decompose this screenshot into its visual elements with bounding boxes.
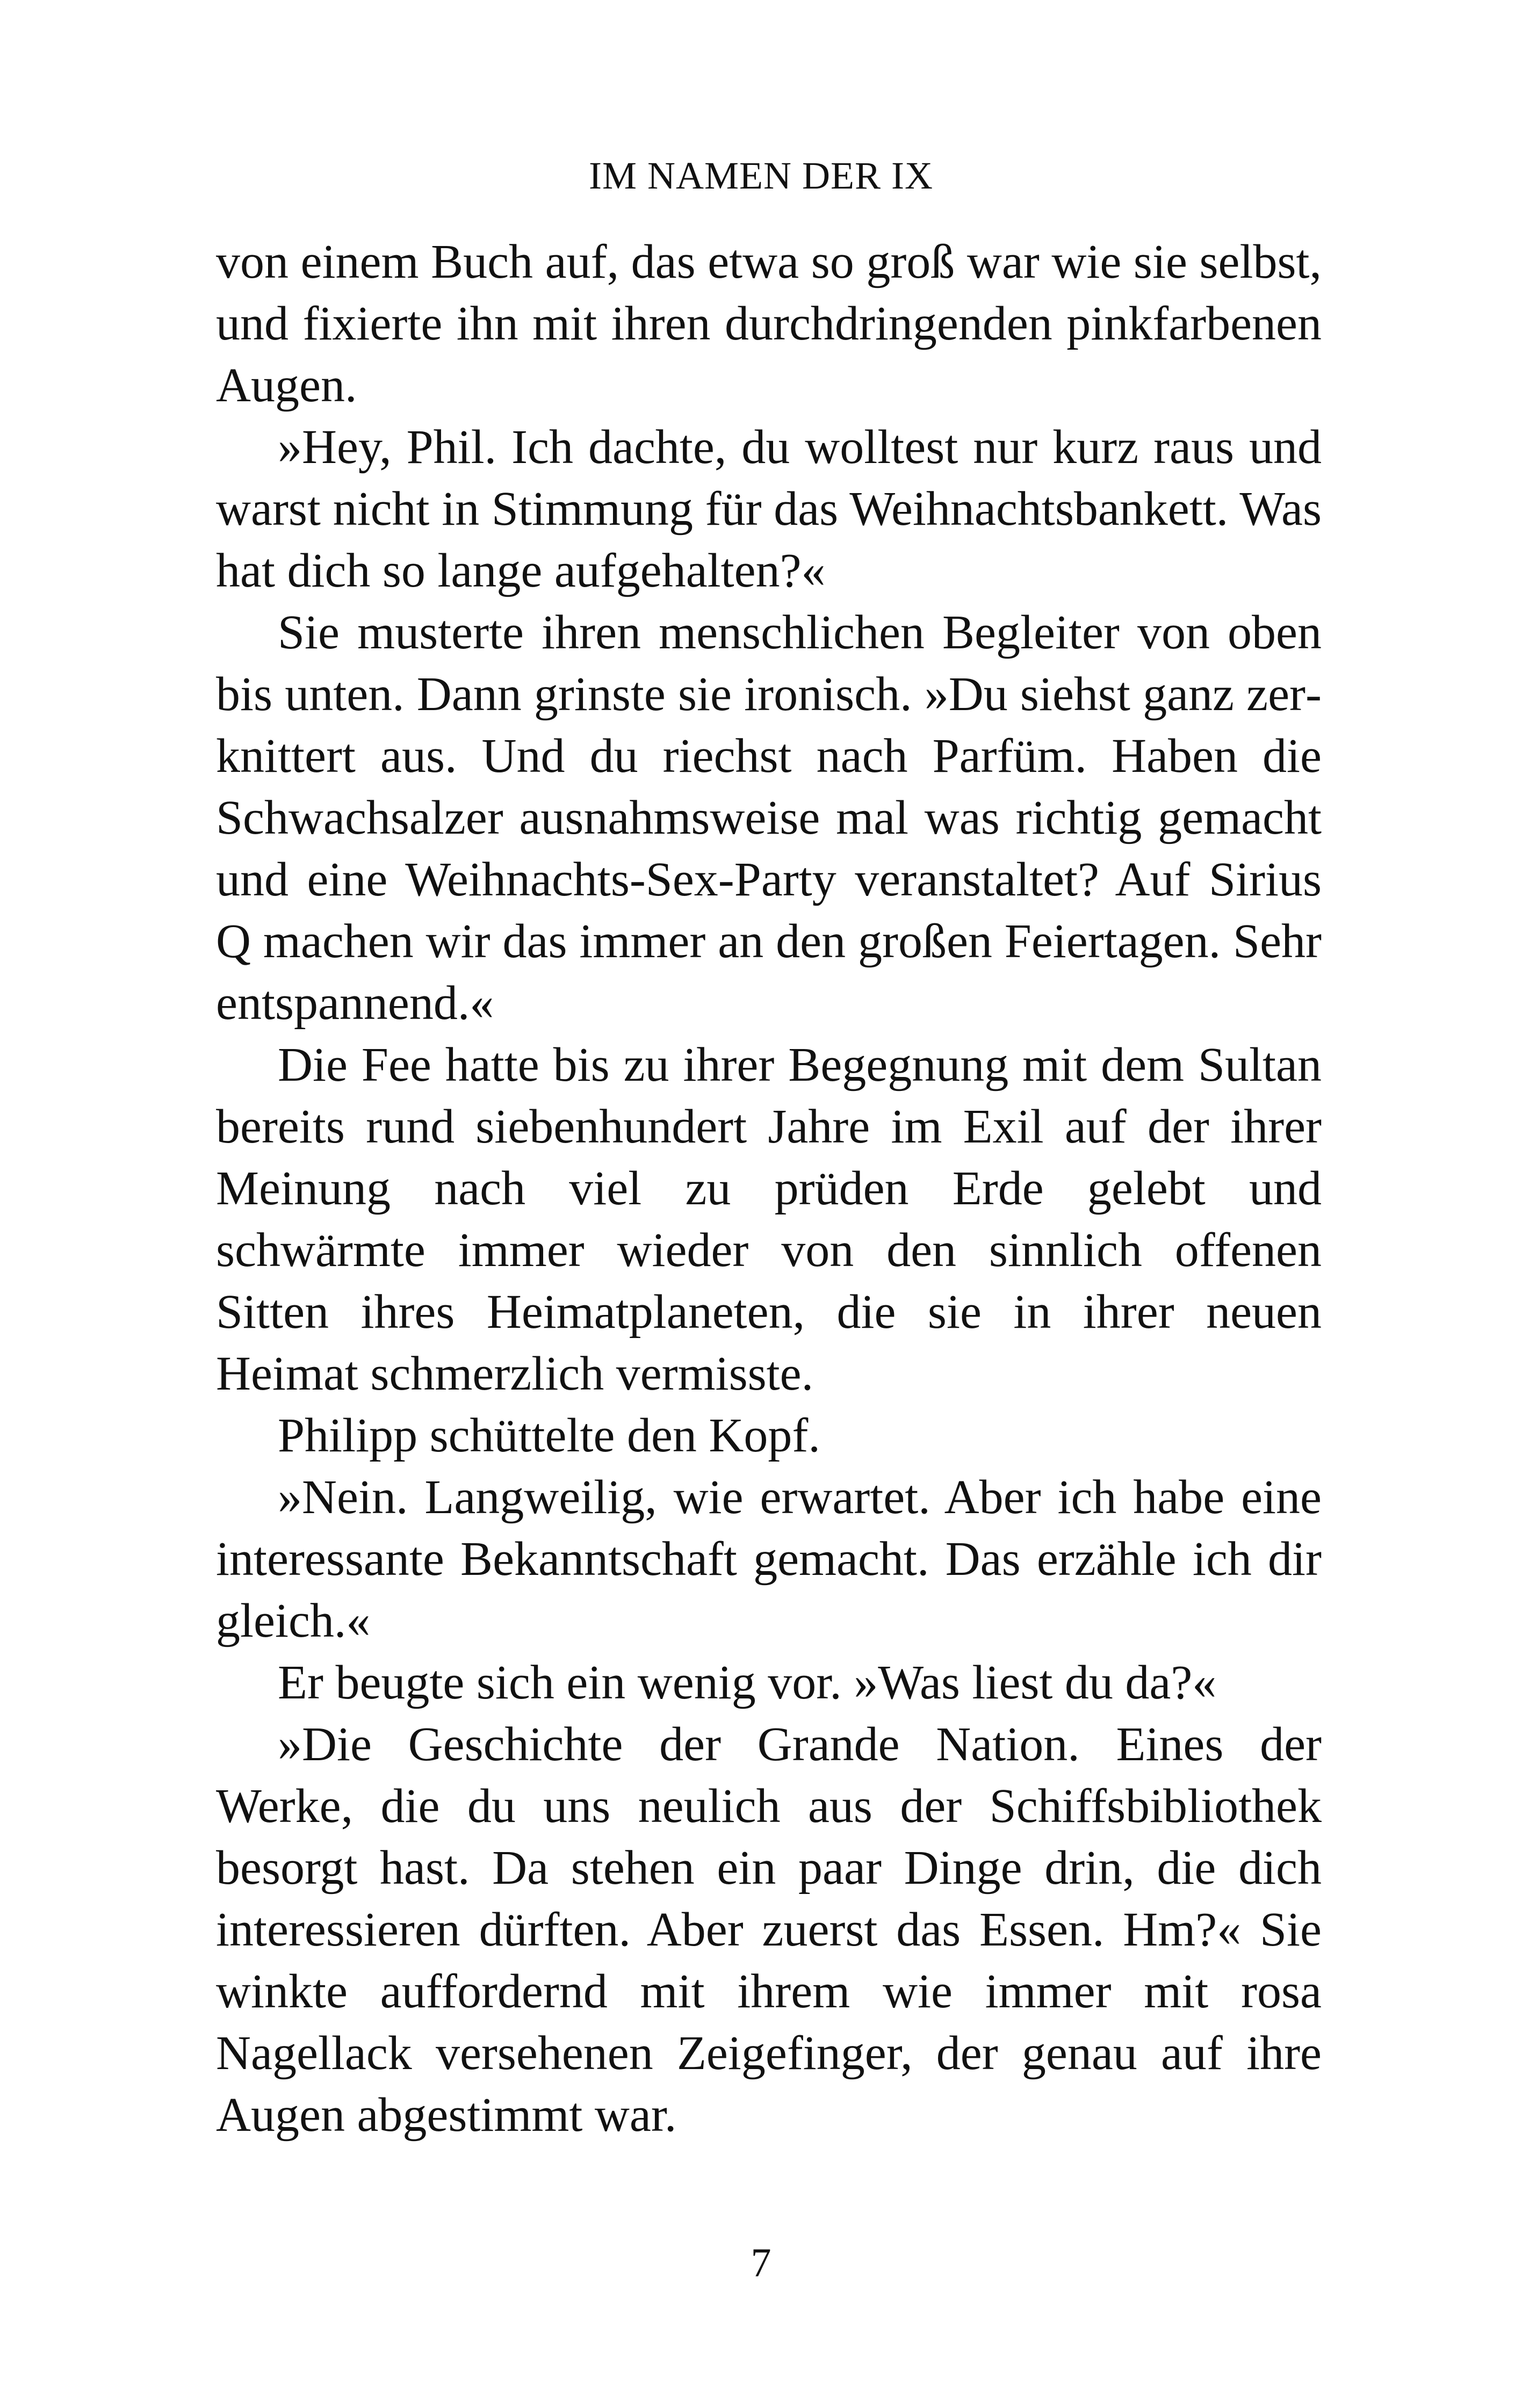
body-text: [216, 231, 1322, 2146]
running-head: IM NAMEN DER IX: [589, 154, 933, 197]
paragraph: Die Fee hatte bis zu ihrer Begegnung mit dem Sultan bereits rund siebenhundert Jahre im Exil auf der ihrer Meinung nach viel zu prüden Erde gelebt und schwärmte immer wieder von den sinnlich offenen Sitten ihres Heimatplaneten, die sie in ihrer neuen Heimat schmerzlich vermisste.: [216, 1038, 1322, 1400]
page-number: 7: [751, 2240, 771, 2286]
paragraph: Er beugte sich ein wenig vor. »Was liest du da?«: [278, 1656, 1217, 1709]
paragraph: von einem Buch auf, das etwa so groß war wie sie selbst, und fixierte ihn mit ihren durchdringenden pinkfarbenen Augen.: [216, 235, 1322, 412]
paragraph: Sie musterte ihren menschlichen Begleiter von oben bis unten. Dann grinste sie ironisch. »Du siehst ganz zerknittert aus. Und du riechst nach Parfüm. Haben die Schwachsalzer ausnahmsweise mal was richtig gemacht und eine Weihnachts-Sex-Party veranstaltet? Auf Sirius Q machen wir das immer an den großen Feiertagen. Sehr entspannend.«: [216, 606, 1322, 1030]
paragraph: Philipp schüttelte den Kopf.: [278, 1409, 820, 1462]
paragraph: »Nein. Langweilig, wie erwartet. Aber ich habe eine interessante Bekanntschaft gemacht. Das erzähle ich dir gleich.«: [216, 1471, 1322, 1647]
paragraph: »Hey, Phil. Ich dachte, du wolltest nur kurz raus und warst nicht in Stimmung für das Weihnachtsbankett. Was hat dich so lange aufgehalten?«: [216, 421, 1322, 597]
paragraph: »Die Geschichte der Grande Nation. Eines der Werke, die du uns neulich aus der Schiffsbibliothek besorgt hast. Da stehen ein paar Dinge drin, die dich interessieren dürften. Aber zuerst das Essen. Hm?« Sie winkte auffordernd mit ihrem wie immer mit rosa Nagellack versehenen Zeigefinger, der genau auf ihre Augen abgestimmt war.: [216, 1718, 1322, 2142]
